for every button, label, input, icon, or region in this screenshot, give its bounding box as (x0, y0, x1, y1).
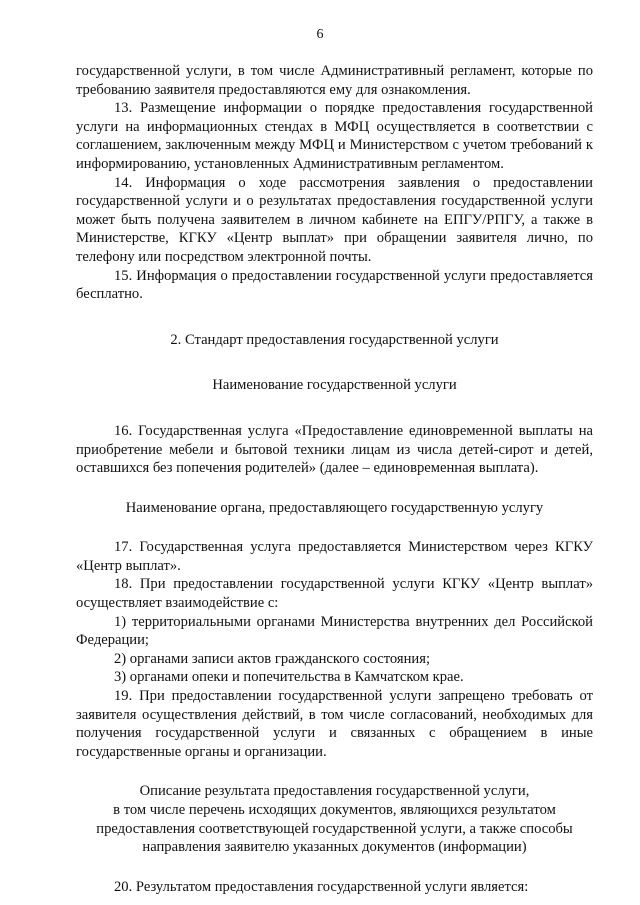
spacer (76, 395, 593, 422)
paragraph: 20. Результатом предоставления государственной услуги является: (114, 878, 529, 895)
document-body (76, 62, 593, 896)
paragraph: 2) органами записи актов гражданского состояния; (114, 650, 431, 667)
section-heading: Наименование государственной услуги (212, 377, 457, 394)
section-heading: Описание результата предоставления государственной услуги, (139, 783, 530, 800)
paragraph: 1) территориальными органами Министерства внутренних дел Российской Федерации; (76, 613, 593, 649)
paragraph: 18. При предоставлении государственной услуги КГКУ «Центр выплат» осуществляет взаимодействие с: (76, 576, 593, 612)
paragraph: 13. Размещение информации о порядке предоставления государственной услуги на информационных стендах в МФЦ осуществляется в соответствии с соглашением, заключенным между МФЦ и Министерством с учетом требований к информированию, установленных Административным регламентом. (76, 100, 593, 172)
spacer (76, 304, 593, 331)
spacer (76, 857, 593, 878)
paragraph: 16. Государственная услуга «Предоставление единовременной выплаты на приобретение мебели и бытовой техники лицам из числа детей-сирот и детей, оставшихся без попечения родителей» (далее – единовременная выплата). (76, 422, 593, 477)
section-heading: в том числе перечень исходящих документов, являющихся результатом (113, 802, 556, 818)
spacer (76, 517, 593, 538)
paragraph: 19. При предоставлении государственной услуги запрещено требовать от заявителя осуществления действий, в том числе согласований, необходимых для получения государственной услуги и связанных с обращением в иные государственные органы и организации. (76, 688, 593, 760)
spacer (76, 349, 593, 376)
paragraph: 14. Информация о ходе рассмотрения заявления о предоставлении государственной услуги и о результатах предоставления государственной услуги может быть получена заявителем в личном кабинете на ЕПГУ/РПГУ, а также в Министерстве, КГКУ «Центр выплат» при обращении заявителя лично, по телефону или посредством электронной почты. (76, 174, 593, 265)
spacer (76, 478, 593, 499)
section-heading: предоставления соответствующей государственной услуги, а также способы (96, 820, 573, 837)
paragraph: 15. Информация о предоставлении государственной услуги предоставляется бесплатно. (76, 267, 593, 303)
paragraph: 17. Государственная услуга предоставляется Министерством через КГКУ «Центр выплат». (76, 539, 593, 574)
page-number: 6 (316, 27, 324, 42)
paragraph: государственной услуги, в том числе Административный регламент, которые по требованию заявителя предоставляются ему для ознакомления. (76, 63, 593, 98)
paragraph: 3) органами опеки и попечительства в Камчатском крае. (114, 669, 464, 686)
section-heading: направления заявителю указанных документов (информации) (142, 839, 527, 856)
spacer (76, 761, 593, 782)
section-heading: Наименование органа, предоставляющего государственную услугу (125, 499, 544, 516)
section-heading: 2. Стандарт предоставления государственной услуги (170, 331, 499, 348)
